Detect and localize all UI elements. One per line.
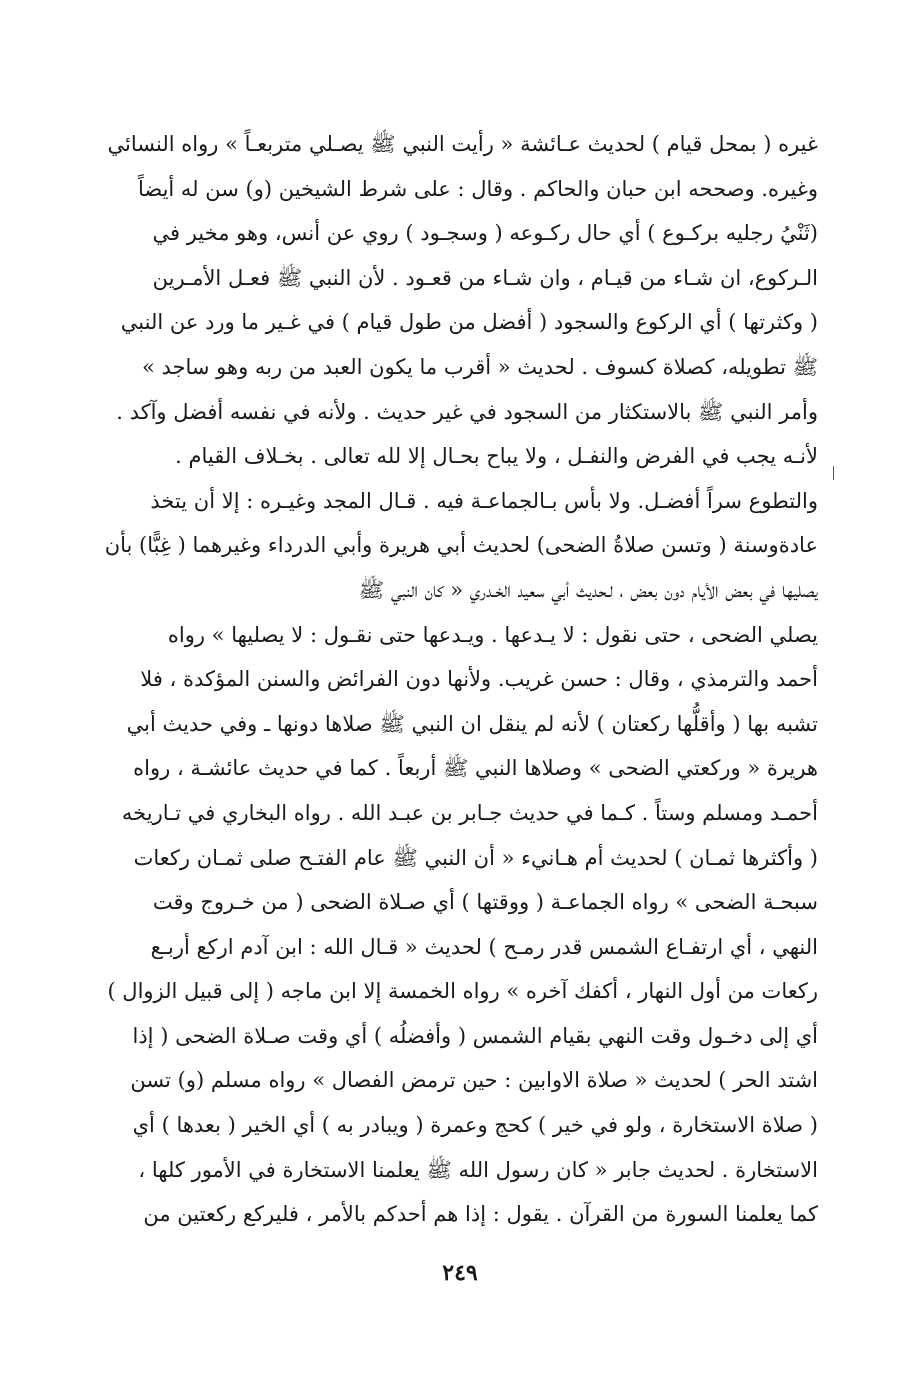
text-line: هريرة « وركعتي الضحى » وصلاها النبي ﷺ أربعاً . كما في حديث عائشـة ، رواه bbox=[133, 756, 818, 781]
text-line: ﷺ تطويله، كصلاة كسوف . لحديث « أقرب ما يكون العبد من ربه وهو ساجد » bbox=[141, 354, 818, 379]
text-line: أحمـد ومسلم وستاً . كـما في حديث جـابر بن عبـد الله . رواه البخاري في تـاريخه bbox=[121, 800, 818, 825]
body-text bbox=[100, 122, 818, 1237]
text-line: كما يعلمنا السورة من القرآن . يقول : إذا هم أحدكم بالأمر ، فليركع ركعتين من bbox=[143, 1202, 818, 1227]
text-line: لأنـه يجب في الفرض والنفـل ، ولا يباح بحـال إلا لله تعالى . بخـلاف القيام . bbox=[175, 444, 818, 469]
text-line: غيره ( بمحل قيام ) لحديث عـائشة « رأيت النبي ﷺ يصـلي متربعـاً » رواه النسائي bbox=[107, 132, 818, 156]
text-line: سبحـة الضحى » رواه الجماعـة ( ووقتها ) أي صـلاة الضحى ( من خـروج وقت bbox=[152, 890, 818, 915]
text-line: وغيره. وصححه ابن حبان والحاكم . وقال : على شرط الشيخين (و) سن له أيضاً bbox=[137, 176, 818, 201]
text-line: عادةوسنة ( وتسن صلاةُ الضحى) لحديث أبي هريرة وأبي الدرداء وغيرهما ( غِبًّا) بأن bbox=[104, 533, 818, 558]
text-line: ركعات من أول النهار ، أكفك آخره » رواه الخمسة إلا ابن ماجه ( إلى قبيل الزوال ) bbox=[107, 979, 818, 1004]
text-line: النهي ، أي ارتفـاع الشمس قدر رمـح ) لحديث « قـال الله : ابن آدم اركع أربـع bbox=[150, 934, 818, 959]
text-line: أحمد والترمذي ، وقال : حسن غريب. ولأنها دون الفرائض والسنن المؤكدة ، فلا bbox=[140, 667, 818, 692]
text-line: والتطوع سراً أفضـل. ولا بأس بـالجماعـة فيه . قـال المجد وغيـره : إلا أن يتخذ bbox=[150, 488, 818, 513]
page-number: ٢٤٩ bbox=[442, 1260, 478, 1286]
text-line: تشبه بها ( وأقلُّها ركعتان ) لأنه لم ينقل ان النبي ﷺ صلاها دونها ـ وفي حديث أبي bbox=[126, 711, 818, 736]
text-line: ( وكثرتها ) أي الركوع والسجود ( أفضل من طول قيام ) في غـير ما ورد عن النبي bbox=[120, 310, 818, 335]
text-line: (ثَنْيُ رجليه بركـوع ) أي حال ركـوعه ( وسجـود ) روي عن أنس، وهو مخير في bbox=[152, 221, 818, 246]
text-line: ( صلاة الاستخارة ، ولو في خير ) كحج وعمرة ( ويبادر به ) أي الخير ( بعدها ) أي bbox=[132, 1113, 818, 1138]
text-line: وأمر النبي ﷺ بالاستكثار من السجود في غير حديث . ولأنه في نفسه أفضل وآكد . bbox=[116, 399, 818, 424]
text-line: الـركوع، ان شـاء من قيـام ، وان شـاء من قعـود . لأن النبي ﷺ فعـل الأمـرين bbox=[152, 265, 818, 290]
text-line: يصلي الضحى ، حتى نقول : لا يـدعها . ويـدعها حتى نقـول : لا يصليها » رواه bbox=[167, 622, 818, 647]
text-line: اشتد الحر ) لحديث « صلاة الاوابين : حين ترمض الفصال » رواه مسلم (و) تسن bbox=[130, 1068, 818, 1093]
margin-mark bbox=[833, 466, 834, 480]
text-line: ( وأكثرها ثمـان ) لحديث أم هـانيء « أن النبي ﷺ عام الفتـح صلى ثمـان ركعات bbox=[133, 845, 818, 870]
text-line: يصليها في بعض الأيام دون بعض ، لـحديث أبي سعيد الخـدري « كان النبي ﷺ bbox=[358, 577, 818, 602]
text-line: أي إلى دخـول وقت النهي بقيام الشمس ( وأفضلُه ) أي وقت صـلاة الضحى ( إذا bbox=[132, 1023, 818, 1048]
text-line: الاستخارة . لحديث جابر « كان رسول الله ﷺ يعلمنا الاستخارة في الأمور كلها ، bbox=[138, 1157, 818, 1182]
